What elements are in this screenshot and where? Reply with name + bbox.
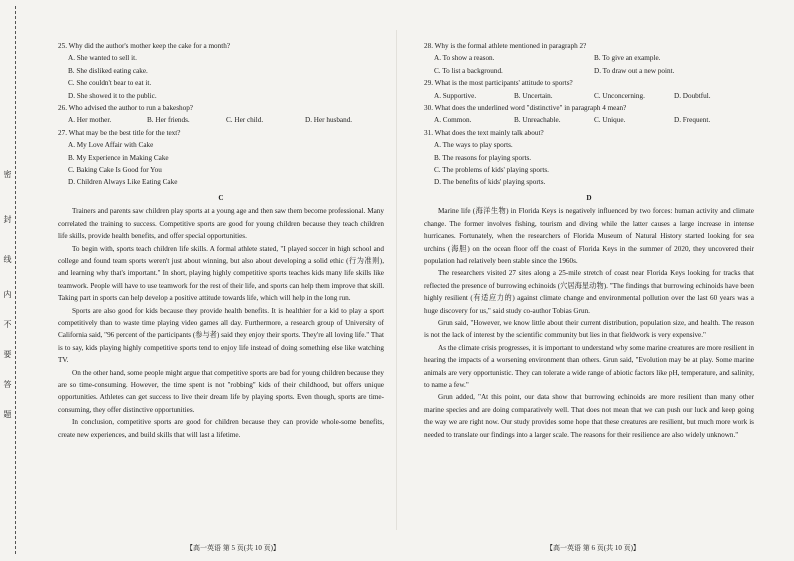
option-a: A. To show a reason. <box>434 54 495 63</box>
question-26 <box>58 102 384 127</box>
options-row <box>424 52 754 64</box>
question-stem: 29. What is the most participants' attitude to sports? <box>424 79 573 88</box>
binding-char: 线 <box>3 255 12 264</box>
question-28 <box>424 40 754 77</box>
passage-paragraph: On the other hand, some people might argue that competitive sports are bad for young children because they are so time-consuming. However, the time spent is not "robbing" kids of their childhood, but offers unique opportunities. Athletes can get success to live their dream life by playing sports. Even though, sports are time-consuming, they offer distinctive opportunities. <box>58 368 384 414</box>
option-c: C. To list a background. <box>434 66 503 75</box>
passage-paragraph: The researchers visited 27 sites along a 25-mile stretch of coast near Florida Keys looking for tracks that reflected the presence of burrowing echinoids (穴居海星动物). "The findings that burrowing echinoids have been highly resilient (有适应力的) against climate change and environmental pollution over the last 60 years was a huge discovery for us," said study co-author Tobias Grun. <box>424 269 754 315</box>
option-c: C. Her child. <box>226 116 264 125</box>
binding-char: 封 <box>3 215 12 224</box>
question-stem: 28. Why is the formal athlete mentioned in paragraph 2? <box>424 42 587 50</box>
option-c: C. She couldn't bear to eat it. <box>68 79 152 88</box>
option-b: B. She disliked eating cake. <box>68 66 148 75</box>
passage-c <box>58 205 384 441</box>
right-column <box>424 40 754 441</box>
question-stem: 31. What does the text mainly talk about? <box>424 128 544 137</box>
options-row <box>58 114 384 126</box>
option-c: C. Unique. <box>594 116 626 125</box>
passage-paragraph: In conclusion, competitive sports are good for children because they can provide whole-some benefits, create new experiences, and build skills that will last a lifetime. <box>58 418 384 439</box>
options-row <box>424 114 754 126</box>
option-c: C. The problems of kids' playing sports. <box>434 166 549 175</box>
binding-char: 题 <box>3 410 12 419</box>
passage-paragraph: To begin with, sports teach children life skills. A formal athlete stated, "I played soccer in high school and college and found team sports weren't just about winning, but also about developing a solid ethic (行为准则), and learning why that's important." In short, playing highly competitive sports teaches kids many life skills like teamwork. People will have to use teamwork for the rest of their life, and sports can help them improve that skill. Taking part in sports can help develop a positive attitude towards life, which will help in the long run. <box>58 244 384 303</box>
passage-paragraph: Grun said, "However, we know little about their current distribution, population size, and health. The reason is not the lack of interest by the scientific community but lies in that fieldwork is very expensive." <box>424 318 754 340</box>
option-a: A. Common. <box>434 116 472 125</box>
option-b: B. Her friends. <box>147 116 190 125</box>
binding-margin <box>0 0 22 561</box>
section-heading-c: C <box>218 193 224 202</box>
option-d: D. Her husband. <box>305 116 353 125</box>
binding-char: 不 <box>3 320 12 329</box>
option-d: D. To draw out a new point. <box>594 66 675 75</box>
binding-char: 内 <box>3 290 12 299</box>
question-30 <box>424 102 754 127</box>
passage-paragraph: Grun added, "At this point, our data show that burrowing echinoids are more resilient than many other marine species and are doing comparatively well. That does not mean that we can push our luck and keep going the way we are right now. Our study provides some hope that these creatures are resilient, but much more work is needed to translate our findings into a larger scale. The reasons for their resilience are also widely unknown." <box>424 393 754 439</box>
binding-char: 答 <box>3 380 12 389</box>
option-a: A. Her mother. <box>68 116 112 125</box>
option-c: C. Unconcerning. <box>594 91 645 100</box>
question-stem: 26. Who advised the author to run a bakeshop? <box>58 104 193 113</box>
passage-paragraph: Trainers and parents saw children play sports at a young age and then saw them become professional. Many correlated the training to success. Competitive sports are good for young children because they teach children life skills, provide health benefits, and offer special opportunities. <box>58 207 384 241</box>
options-row <box>424 65 754 77</box>
section-heading-d: D <box>586 193 592 202</box>
question-27 <box>58 127 384 189</box>
question-stem: 30. What does the underlined word "distinctive" in paragraph 4 mean? <box>424 104 627 113</box>
option-d: D. Children Always Like Eating Cake <box>68 178 178 187</box>
option-a: A. She wanted to sell it. <box>68 54 137 63</box>
option-a: A. The ways to play sports. <box>434 141 513 150</box>
page-footer-right: 【高一英语 第 6 页(共 10 页)】 <box>546 544 640 552</box>
option-d: D. The benefits of kids' playing sports. <box>434 178 546 187</box>
option-b: B. The reasons for playing sports. <box>434 153 532 162</box>
passage-paragraph: Sports are also good for kids because they provide health benefits. It is healthier for a kid to play a sport competitively than to waste time playing video games all day. Furthermore, a research group of University of California said, "96 percent of the participants (参与者) said they enjoy their sports. They're all loving life." That is to say, kids playing highly competitive sports tend to enjoy life instead of doing something else like watching TV. <box>58 306 384 365</box>
question-stem: 25. Why did the author's mother keep the cake for a month? <box>58 42 231 50</box>
passage-paragraph: Marine life (海洋生物) in Florida Keys is negatively influenced by two forces: human activity and climate change. The former involves fishing, tourism and diving while the latter causes a large increase in intense hurricanes. Fortunately, when the researchers of Florida Museum of Natural History started looking for sea urchins (海胆) on the ocean floor off the coast of Florida Keys in the summer of 2020, they uncovered their population had relatively been stable since the 1960s. <box>424 207 754 265</box>
passage-d <box>424 205 754 441</box>
option-b: B. My Experience in Making Cake <box>68 153 169 162</box>
question-25 <box>58 40 384 102</box>
option-a: A. Supportive. <box>434 91 477 100</box>
option-d: D. Doubtful. <box>674 91 711 100</box>
left-column <box>58 40 384 441</box>
binding-char: 要 <box>3 350 12 359</box>
option-d: D. She showed it to the public. <box>68 91 157 100</box>
option-b: B. To give an example. <box>594 54 661 63</box>
option-b: B. Unreachable. <box>514 116 561 125</box>
question-29 <box>424 77 754 102</box>
question-stem: 27. What may be the best title for the text? <box>58 128 181 137</box>
option-a: A. My Love Affair with Cake <box>68 141 154 150</box>
options-row <box>424 90 754 102</box>
binding-dashed-line <box>15 6 16 554</box>
option-d: D. Frequent. <box>674 116 711 125</box>
option-b: B. Uncertain. <box>514 91 553 100</box>
binding-char: 密 <box>3 170 12 179</box>
column-divider <box>396 30 397 530</box>
page-footer-left: 【高一英语 第 5 页(共 10 页)】 <box>186 544 280 552</box>
question-31 <box>424 127 754 189</box>
option-c: C. Baking Cake Is Good for You <box>68 166 162 175</box>
passage-paragraph: As the climate crisis progresses, it is important to understand why some marine creatures are more resilient in hearing the impacts of a worsening environment than others. Grun said, "Evolution may be at play. Some marine animals are very opportunistic. They can tolerate a wide range of abiotic factors like pH, temperature, and salinity, to name a few." <box>424 343 754 389</box>
